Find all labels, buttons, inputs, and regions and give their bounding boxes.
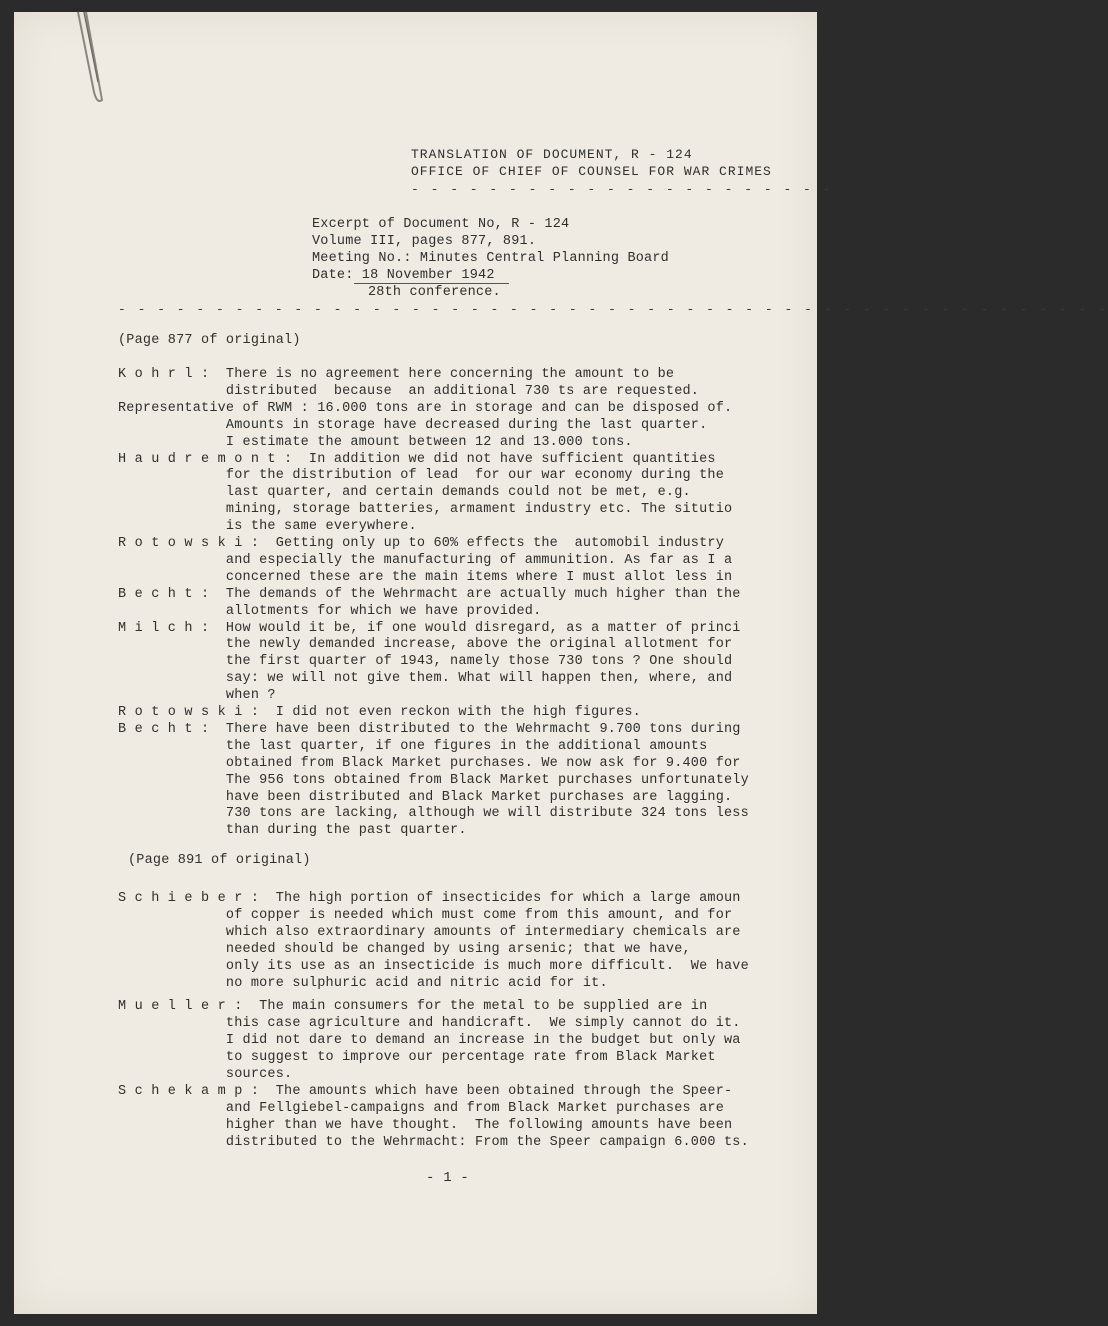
text-line: the newly demanded increase, above the original allotment for [118,637,733,653]
text-line: S c h e k a m p : The amounts which have been obtained through the Speer- [118,1084,733,1099]
title-line-2: OFFICE OF CHIEF OF COUNSEL FOR WAR CRIMES [411,164,772,179]
text-line: of copper is needed which must come from this amount, and for [118,908,733,923]
conference-line: 28th conference. [368,285,501,300]
text-line: H a u d r e m o n t : In addition we did not have sufficient quantities [118,451,716,467]
excerpt-line: Excerpt of Document No, R - 124 [312,217,570,232]
text-line: the last quarter, if one figures in the additional amounts [118,738,708,754]
page-number: - 1 - [426,1170,470,1186]
text-line: Representative of RWM : 16.000 tons are in storage and can be disposed of. [118,400,733,416]
text-line: I did not dare to demand an increase in the budget but only wa [118,1033,741,1048]
text-line: no more sulphuric acid and nitric acid for it. [118,976,608,991]
text-line: K o h r l : There is no agreement here concerning the amount to be [118,367,675,382]
text-line: M u e l l e r : The main consumers for the metal to be supplied are in [118,999,708,1014]
text-line: higher than we have thought. The following amounts have been [118,1118,733,1133]
text-line: R o t o w s k i : I did not even reckon with the high figures. [118,705,641,720]
text-line: say: we will not give them. What will happen then, where, and [118,671,733,687]
text-line: to suggest to improve our percentage rate from Black Market [118,1050,716,1065]
page-877-marker: (Page 877 of original) [118,333,301,348]
text-line: M i l c h : How would it be, if one would disregard, as a matter of princi [118,620,741,636]
text-line: when ? [118,688,276,704]
text-line: distributed because an additional 730 ts are requested. [118,383,700,399]
date-line: Date: 18 November 1942 [312,268,495,283]
text-line: S c h i e b e r : The high portion of insecticides for which a large amoun [118,891,741,906]
document-page [14,12,1108,1314]
paperclip-icon [72,12,112,112]
text-line: and Fellgiebel-campaigns and from Black Market purchases are [118,1101,724,1116]
volume-line: Volume III, pages 877, 891. [312,234,537,249]
text-line: which also extraordinary amounts of intermediary chemicals are [118,925,741,940]
text-line: 730 tons are lacking, although we will distribute 324 tons less [118,806,749,822]
text-line: obtained from Black Market purchases. We now ask for 9.400 for [118,755,741,771]
text-line: mining, storage batteries, armament industry etc. The situtio [118,502,733,518]
text-line: for the distribution of lead for our war economy during the [118,468,724,484]
text-line: and especially the manufacturing of ammunition. As far as I a [118,552,733,568]
text-line: concerned these are the main items where I must allot less in [118,569,733,585]
text-line: R o t o w s k i : Getting only up to 60% effects the automobil industry [118,536,724,551]
meeting-line: Meeting No.: Minutes Central Planning Board [312,251,669,266]
text-line: I estimate the amount between 12 and 13.000 tons. [118,434,633,450]
section-divider: - - - - - - - - - - - - - - - - - - - - - - - - - - - - - - - - - - - - - - - - - - - - - - - - - - - [118,302,1108,317]
text-line: The 956 tons obtained from Black Market purchases unfortunately [118,772,749,788]
title-line-1: TRANSLATION OF DOCUMENT, R - 124 [411,147,693,162]
text-line: distributed to the Wehrmacht: From the Speer campaign 6.000 ts. [118,1135,749,1150]
text-line: have been distributed and Black Market purchases are lagging. [118,789,733,805]
text-line: needed should be changed by using arsenic; that we have, [118,942,691,957]
text-line: allotments for which we have provided. [118,603,542,619]
text-line: B e c h t : There have been distributed to the Wehrmacht 9.700 tons during [118,721,741,737]
text-line: last quarter, and certain demands could not be met, e.g. [118,485,691,501]
text-line: the first quarter of 1943, namely those 730 tons ? One should [118,654,733,670]
text-line: than during the past quarter. [118,823,467,839]
page-891-marker: (Page 891 of original) [128,853,311,868]
text-line: only its use as an insecticide is much more difficult. We have [118,959,749,974]
text-line: is the same everywhere. [118,519,417,535]
text-line: this case agriculture and handicraft. We simply cannot do it. [118,1016,741,1031]
text-line: Amounts in storage have decreased during the last quarter. [118,417,708,433]
text-line: B e c h t : The demands of the Wehrmacht are actually much higher than the [118,586,741,602]
text-line: sources. [118,1067,293,1082]
header-divider: - - - - - - - - - - - - - - - - - - - - - - [411,182,833,197]
